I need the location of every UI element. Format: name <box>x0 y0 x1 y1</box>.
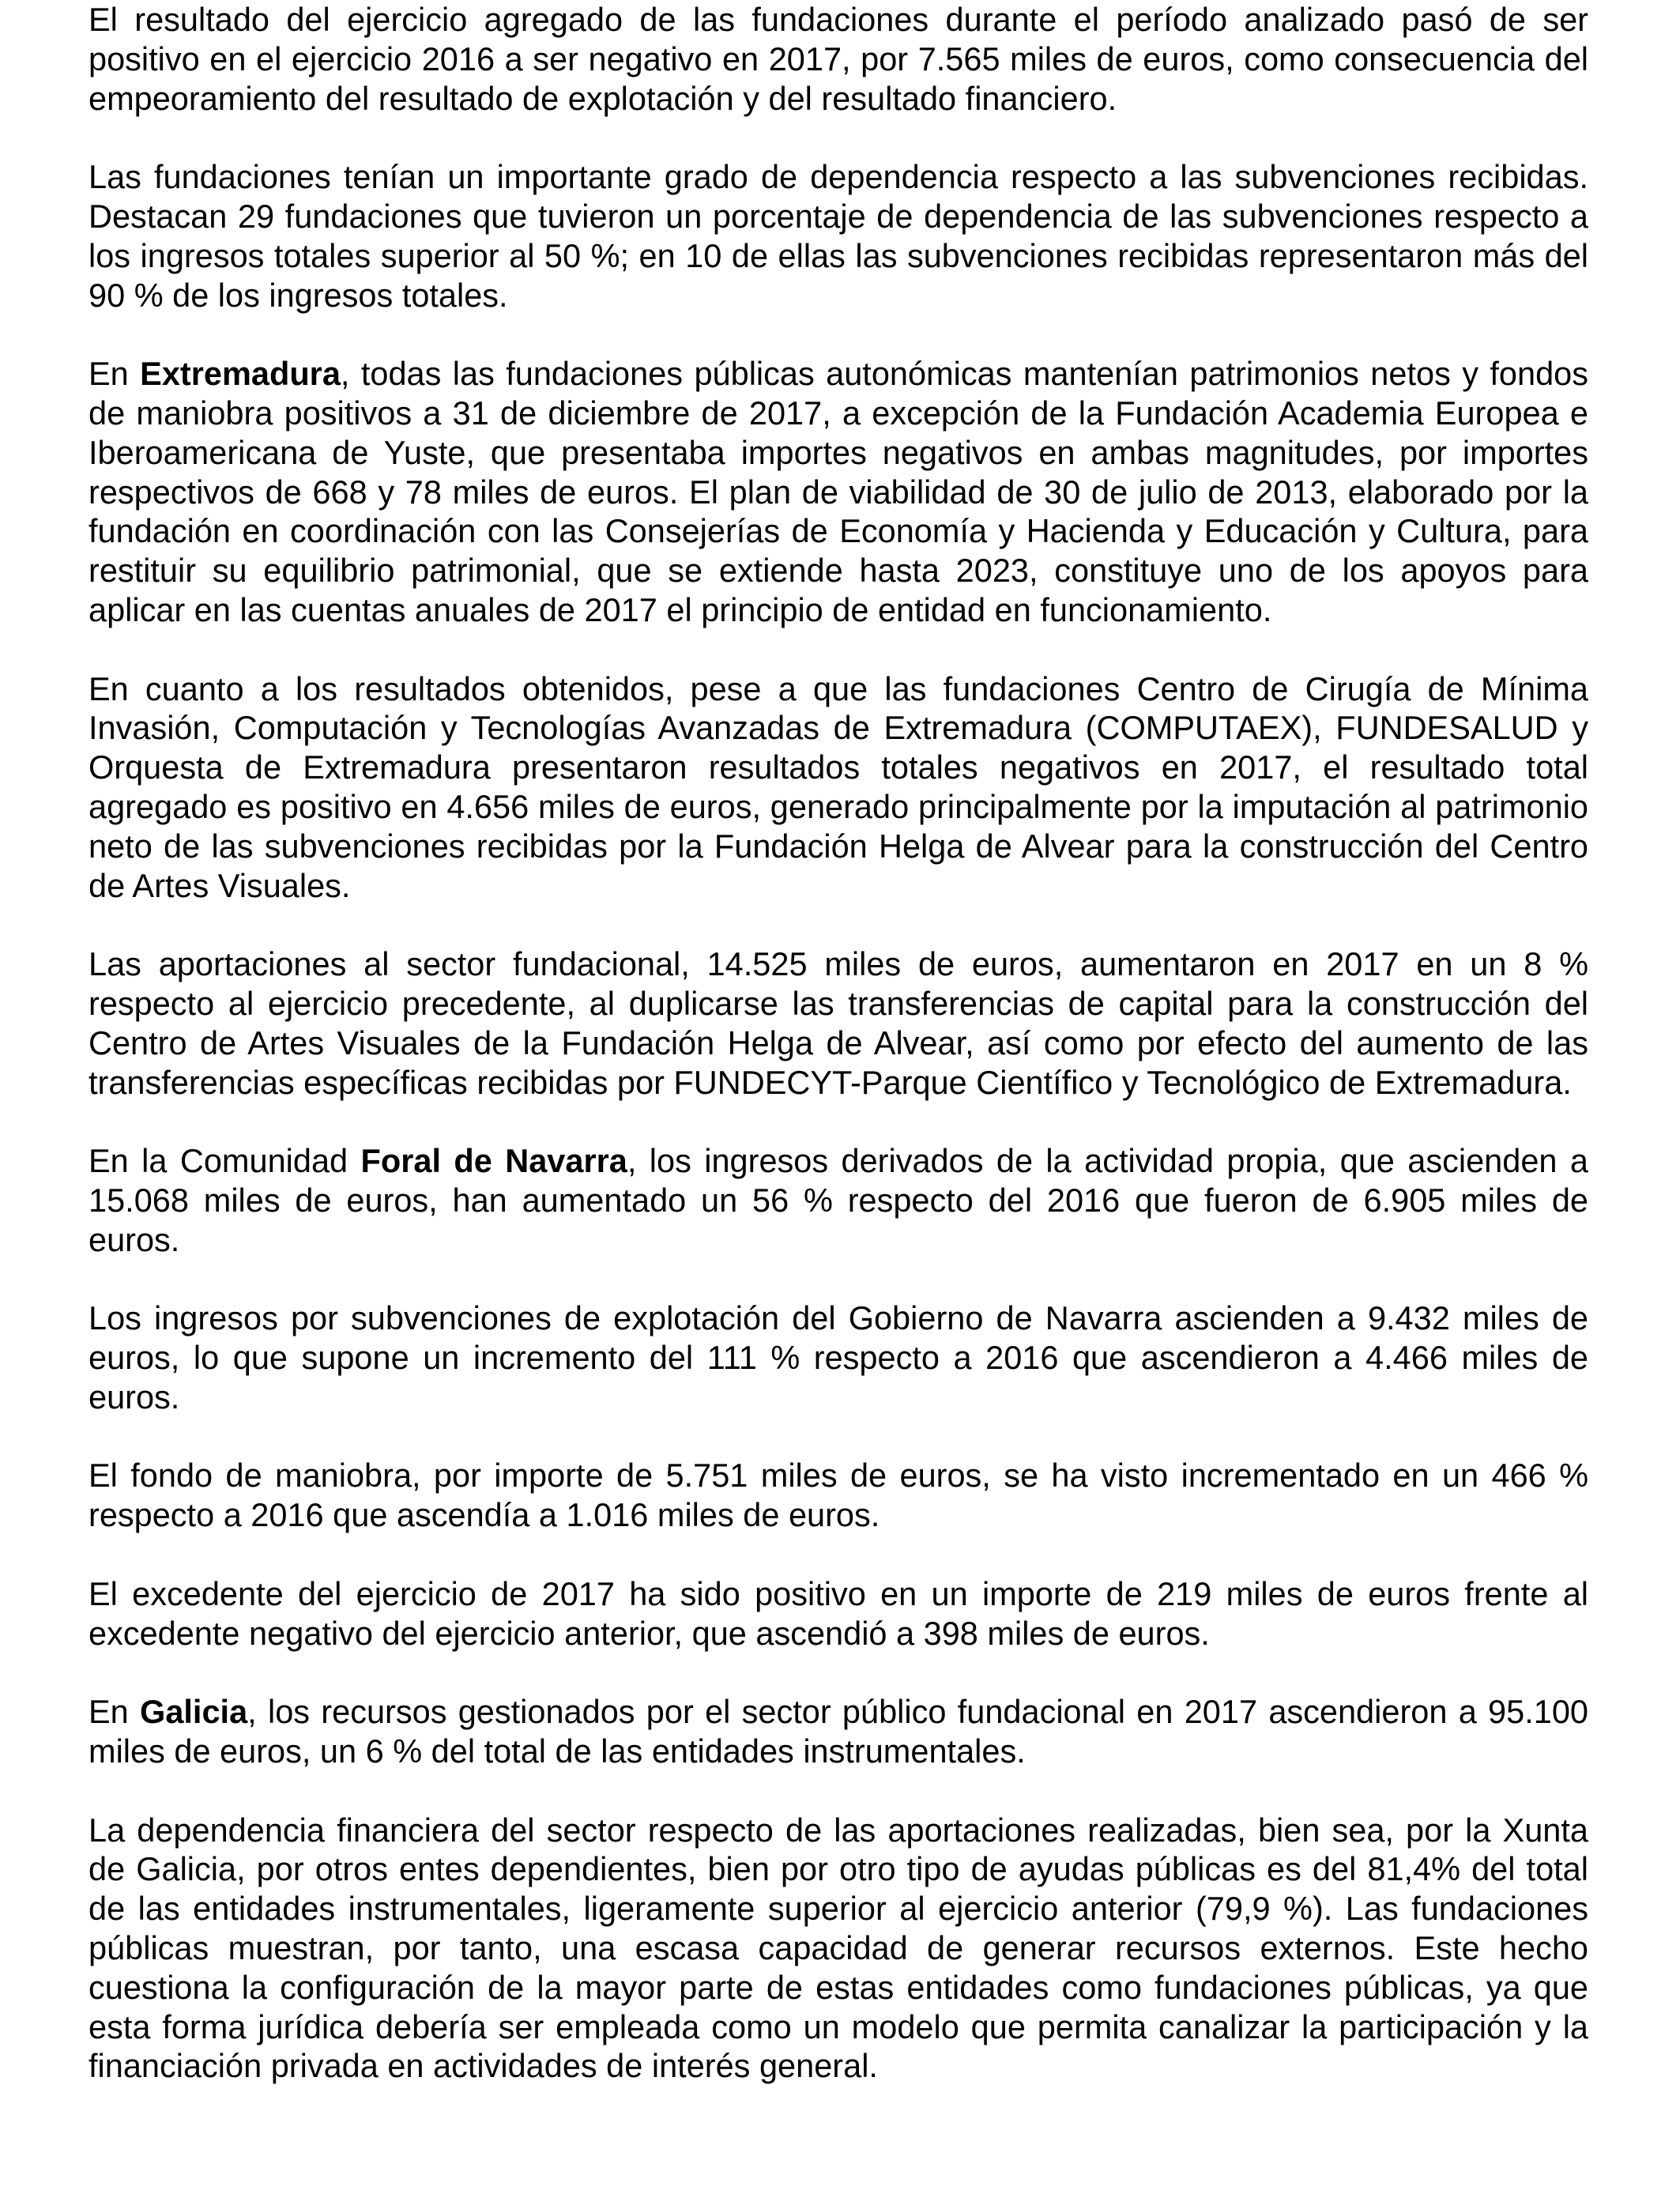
paragraph-5 <box>89 944 1588 1102</box>
paragraph-6-text: , los ingresos derivados de la actividad propia, que ascienden a 15.068 miles de euros, han aumentado un 56 % respecto del 2016 que fueron de 6.905 miles de euros. <box>89 1142 1588 1258</box>
paragraph-3 <box>89 354 1588 630</box>
paragraph-5-text: Las aportaciones al sector fundacional, 14.525 miles de euros, aumentaron en 2017 en un 8 % respecto al ejercicio precedente, al duplicarse las transferencias de capital para la construcción del Centro de Artes Visuales de la Fundación Helga de Alvear, así como por efecto del aumento de las transferencias específicas recibidas por FUNDECYT-Parque Científico y Tecnológico de Extremadura. <box>89 945 1588 1101</box>
document-body <box>89 0 1588 2086</box>
paragraph-8-text: El fondo de maniobra, por importe de 5.751 miles de euros, se ha visto incrementado en un 466 % respecto a 2016 que ascendía a 1.016 miles de euros. <box>89 1457 1588 1534</box>
region-heading-navarra: Foral de Navarra <box>360 1142 627 1180</box>
paragraph-2-text: Las fundaciones tenían un importante grado de dependencia respecto a las subvenciones recibidas. Destacan 29 fundaciones que tuvieron un porcentaje de dependencia de las subvenciones respecto a los ingresos totales superior al 50 %; en 10 de ellas las subvenciones recibidas representaron más del 90 % de los ingresos totales. <box>89 158 1588 314</box>
paragraph-3-lead: En <box>89 355 141 393</box>
paragraph-11 <box>89 1811 1588 2087</box>
paragraph-6 <box>89 1141 1588 1259</box>
paragraph-4 <box>89 669 1588 906</box>
paragraph-1-text: El resultado del ejercicio agregado de las fundaciones durante el período analizado pasó de ser positivo en el ejercicio 2016 a ser negativo en 2017, por 7.565 miles de euros, como consecuencia del empeoramiento del resultado de explotación y del resultado financiero. <box>89 1 1588 117</box>
paragraph-9-text: El excedente del ejercicio de 2017 ha sido positivo en un importe de 219 miles de euros frente al excedente negativo del ejercicio anterior, que ascendió a 398 miles de euros. <box>89 1574 1588 1652</box>
paragraph-7-text: Los ingresos por subvenciones de explotación del Gobierno de Navarra ascienden a 9.432 miles de euros, lo que supone un incremento del 111 % respecto a 2016 que ascendieron a 4.466 miles de euros. <box>89 1299 1588 1416</box>
paragraph-7 <box>89 1299 1588 1416</box>
paragraph-10-lead: En <box>89 1693 141 1731</box>
paragraph-8 <box>89 1456 1588 1535</box>
paragraph-10-text: , los recursos gestionados por el sector público fundacional en 2017 ascendieron a 95.100 miles de euros, un 6 % del total de las entidades instrumentales. <box>89 1693 1588 1770</box>
paragraph-4-text: En cuanto a los resultados obtenidos, pese a que las fundaciones Centro de Cirugía de Mínima Invasión, Computación y Tecnologías Avanzadas de Extremadura (COMPUTAEX), FUNDESALUD y Orquesta de Extremadura presentaron resultados totales negativos en 2017, el resultado total agregado es positivo en 4.656 miles de euros, generado principalmente por la imputación al patrimonio neto de las subvenciones recibidas por la Fundación Helga de Alvear para la construcción del Centro de Artes Visuales. <box>89 669 1588 904</box>
paragraph-2 <box>89 157 1588 315</box>
region-heading-extremadura: Extremadura <box>140 355 341 393</box>
paragraph-1 <box>89 0 1588 118</box>
region-heading-galicia: Galicia <box>140 1693 248 1731</box>
paragraph-3-text: , todas las fundaciones públicas autonómicas mantenían patrimonios netos y fondos de maniobra positivos a 31 de diciembre de 2017, a excepción de la Fundación Academia Europea e Iberoamericana de Yuste, que presentaba importes negativos en ambas magnitudes, por importes respectivos de 668 y 78 miles de euros. El plan de viabilidad de 30 de julio de 2013, elaborado por la fundación en coordinación con las Consejerías de Economía y Hacienda y Educación y Cultura, para restituir su equilibrio patrimonial, que se extiende hasta 2023, constituye uno de los apoyos para aplicar en las cuentas anuales de 2017 el principio de entidad en funcionamiento. <box>89 355 1588 628</box>
paragraph-11-text: La dependencia financiera del sector respecto de las aportaciones realizadas, bien sea, por la Xunta de Galicia, por otros entes dependientes, bien por otro tipo de ayudas públicas es del 81,4% del total de las entidades instrumentales, ligeramente superior al ejercicio anterior (79,9 %). Las fundaciones públicas muestran, por tanto, una escasa capacidad de generar recursos externos. Este hecho cuestiona la configuración de la mayor parte de estas entidades como fundaciones públicas, ya que esta forma jurídica debería ser empleada como un modelo que permita canalizar la participación y la financiación privada en actividades de interés general. <box>89 1811 1588 2085</box>
paragraph-6-lead: En la Comunidad <box>89 1142 361 1180</box>
paragraph-10 <box>89 1692 1588 1771</box>
paragraph-9 <box>89 1574 1588 1653</box>
